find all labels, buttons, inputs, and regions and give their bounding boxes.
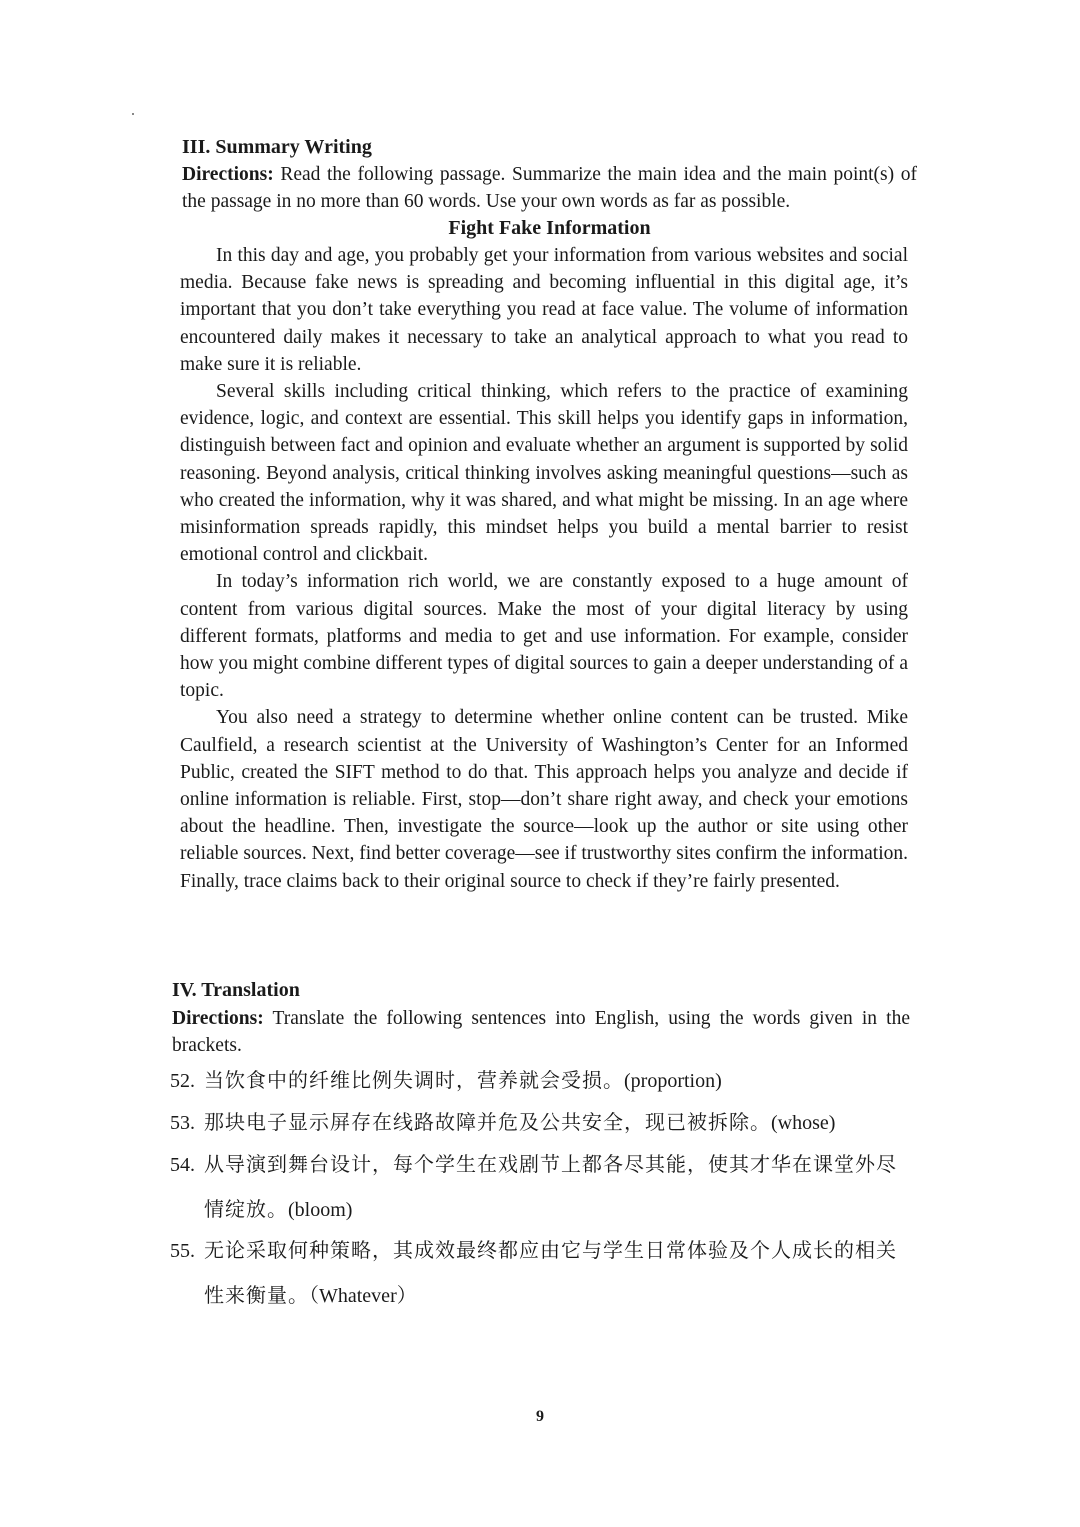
item-keyword: （Whatever） [309, 1285, 417, 1307]
section-4-title: IV. Translation [172, 979, 300, 1001]
directions-label: Directions: [182, 164, 274, 185]
passage-body [180, 242, 908, 895]
passage-paragraph-1: In this day and age, you probably get your information from various websites and social media. Because fake news is spreading and becoming influential in this digital age, it’s important that you don’t take everything you read at face value. The volume of information encountered daily makes it necessary to take an analytical approach to what you read to make sure it is reliable. [180, 245, 908, 375]
section-4-directions [172, 1005, 910, 1059]
item-chinese-text-continued: 情绽放。 [204, 1197, 288, 1221]
passage-paragraph-2: Several skills including critical thinking, which refers to the practice of examining evidence, logic, and context are essential. This skill helps you identify gaps in information, distinguish between fact and opinion and evaluate whether an argument is supported by solid reasoning. Beyond analysis, critical thinking involves asking meaningful questions—such as who created the information, why it was shared, and what might be missing. In an age where misinformation spreads rapidly, this mindset helps you build a mental barrier to resist emotional control and clickbait. [180, 381, 908, 566]
directions-text: Translate the following sentences into English, using the words given in the brackets. [172, 1008, 910, 1056]
item-chinese-text: 当饮食中的纤维比例失调时，营养就会受损。 [204, 1068, 624, 1092]
passage-paragraph-3: In today’s information rich world, we are constantly exposed to a huge amount of content from various digital sources. Make the most of your digital literacy by using different formats, platforms and media to get and use information. For example, consider how you might combine different types of digital sources to gain a deeper understanding of a topic. [180, 571, 908, 702]
scan-speck [132, 113, 134, 115]
item-keyword: (bloom) [288, 1199, 353, 1221]
item-chinese-text: 无论采取何种策略，其成效最终都应由它与学生日常体验及个人成长的相关 [204, 1238, 897, 1262]
section-3-title: III. Summary Writing [182, 136, 372, 158]
item-chinese-text: 从导演到舞台设计，每个学生在戏剧节上都各尽其能，使其才华在课堂外尽 [204, 1152, 897, 1176]
item-number: 55. [170, 1240, 195, 1262]
item-keyword: (proportion) [624, 1070, 722, 1092]
item-chinese-text: 那块电子显示屏存在线路故障并危及公共安全，现已被拆除。 [204, 1110, 771, 1134]
passage-title: Fight Fake Information [448, 217, 651, 239]
page-number: 9 [536, 1408, 544, 1425]
passage-paragraph-4: You also need a strategy to determine whether online content can be trusted. Mike Caulfield, a research scientist at the University of Washington’s Center for an Informed Public, created the SIFT method to do that. This approach helps you analyze and decide if online information is reliable. First, stop—don’t share right away, and check your emotions about the headline. Then, investigate the source—look up the author or site using other reliable sources. Next, find better coverage—see if trustworthy sites confirm the information. Finally, trace claims back to their original source to check if they’re fairly presented. [180, 707, 908, 892]
translation-item-54 [170, 1142, 912, 1232]
translation-item-52 [170, 1058, 912, 1103]
directions-label: Directions: [172, 1008, 264, 1029]
translation-item-53 [170, 1100, 912, 1145]
translation-item-55 [170, 1228, 912, 1318]
section-3-directions [182, 161, 917, 215]
item-chinese-text-continued: 性来衡量。 [204, 1283, 309, 1307]
item-number: 54. [170, 1154, 195, 1176]
item-number: 53. [170, 1112, 195, 1134]
item-number: 52. [170, 1070, 195, 1092]
item-keyword: (whose) [771, 1112, 836, 1134]
directions-text: Read the following passage. Summarize the main idea and the main point(s) of the passage in no more than 60 words. Use your own words as far as possible. [182, 164, 917, 212]
